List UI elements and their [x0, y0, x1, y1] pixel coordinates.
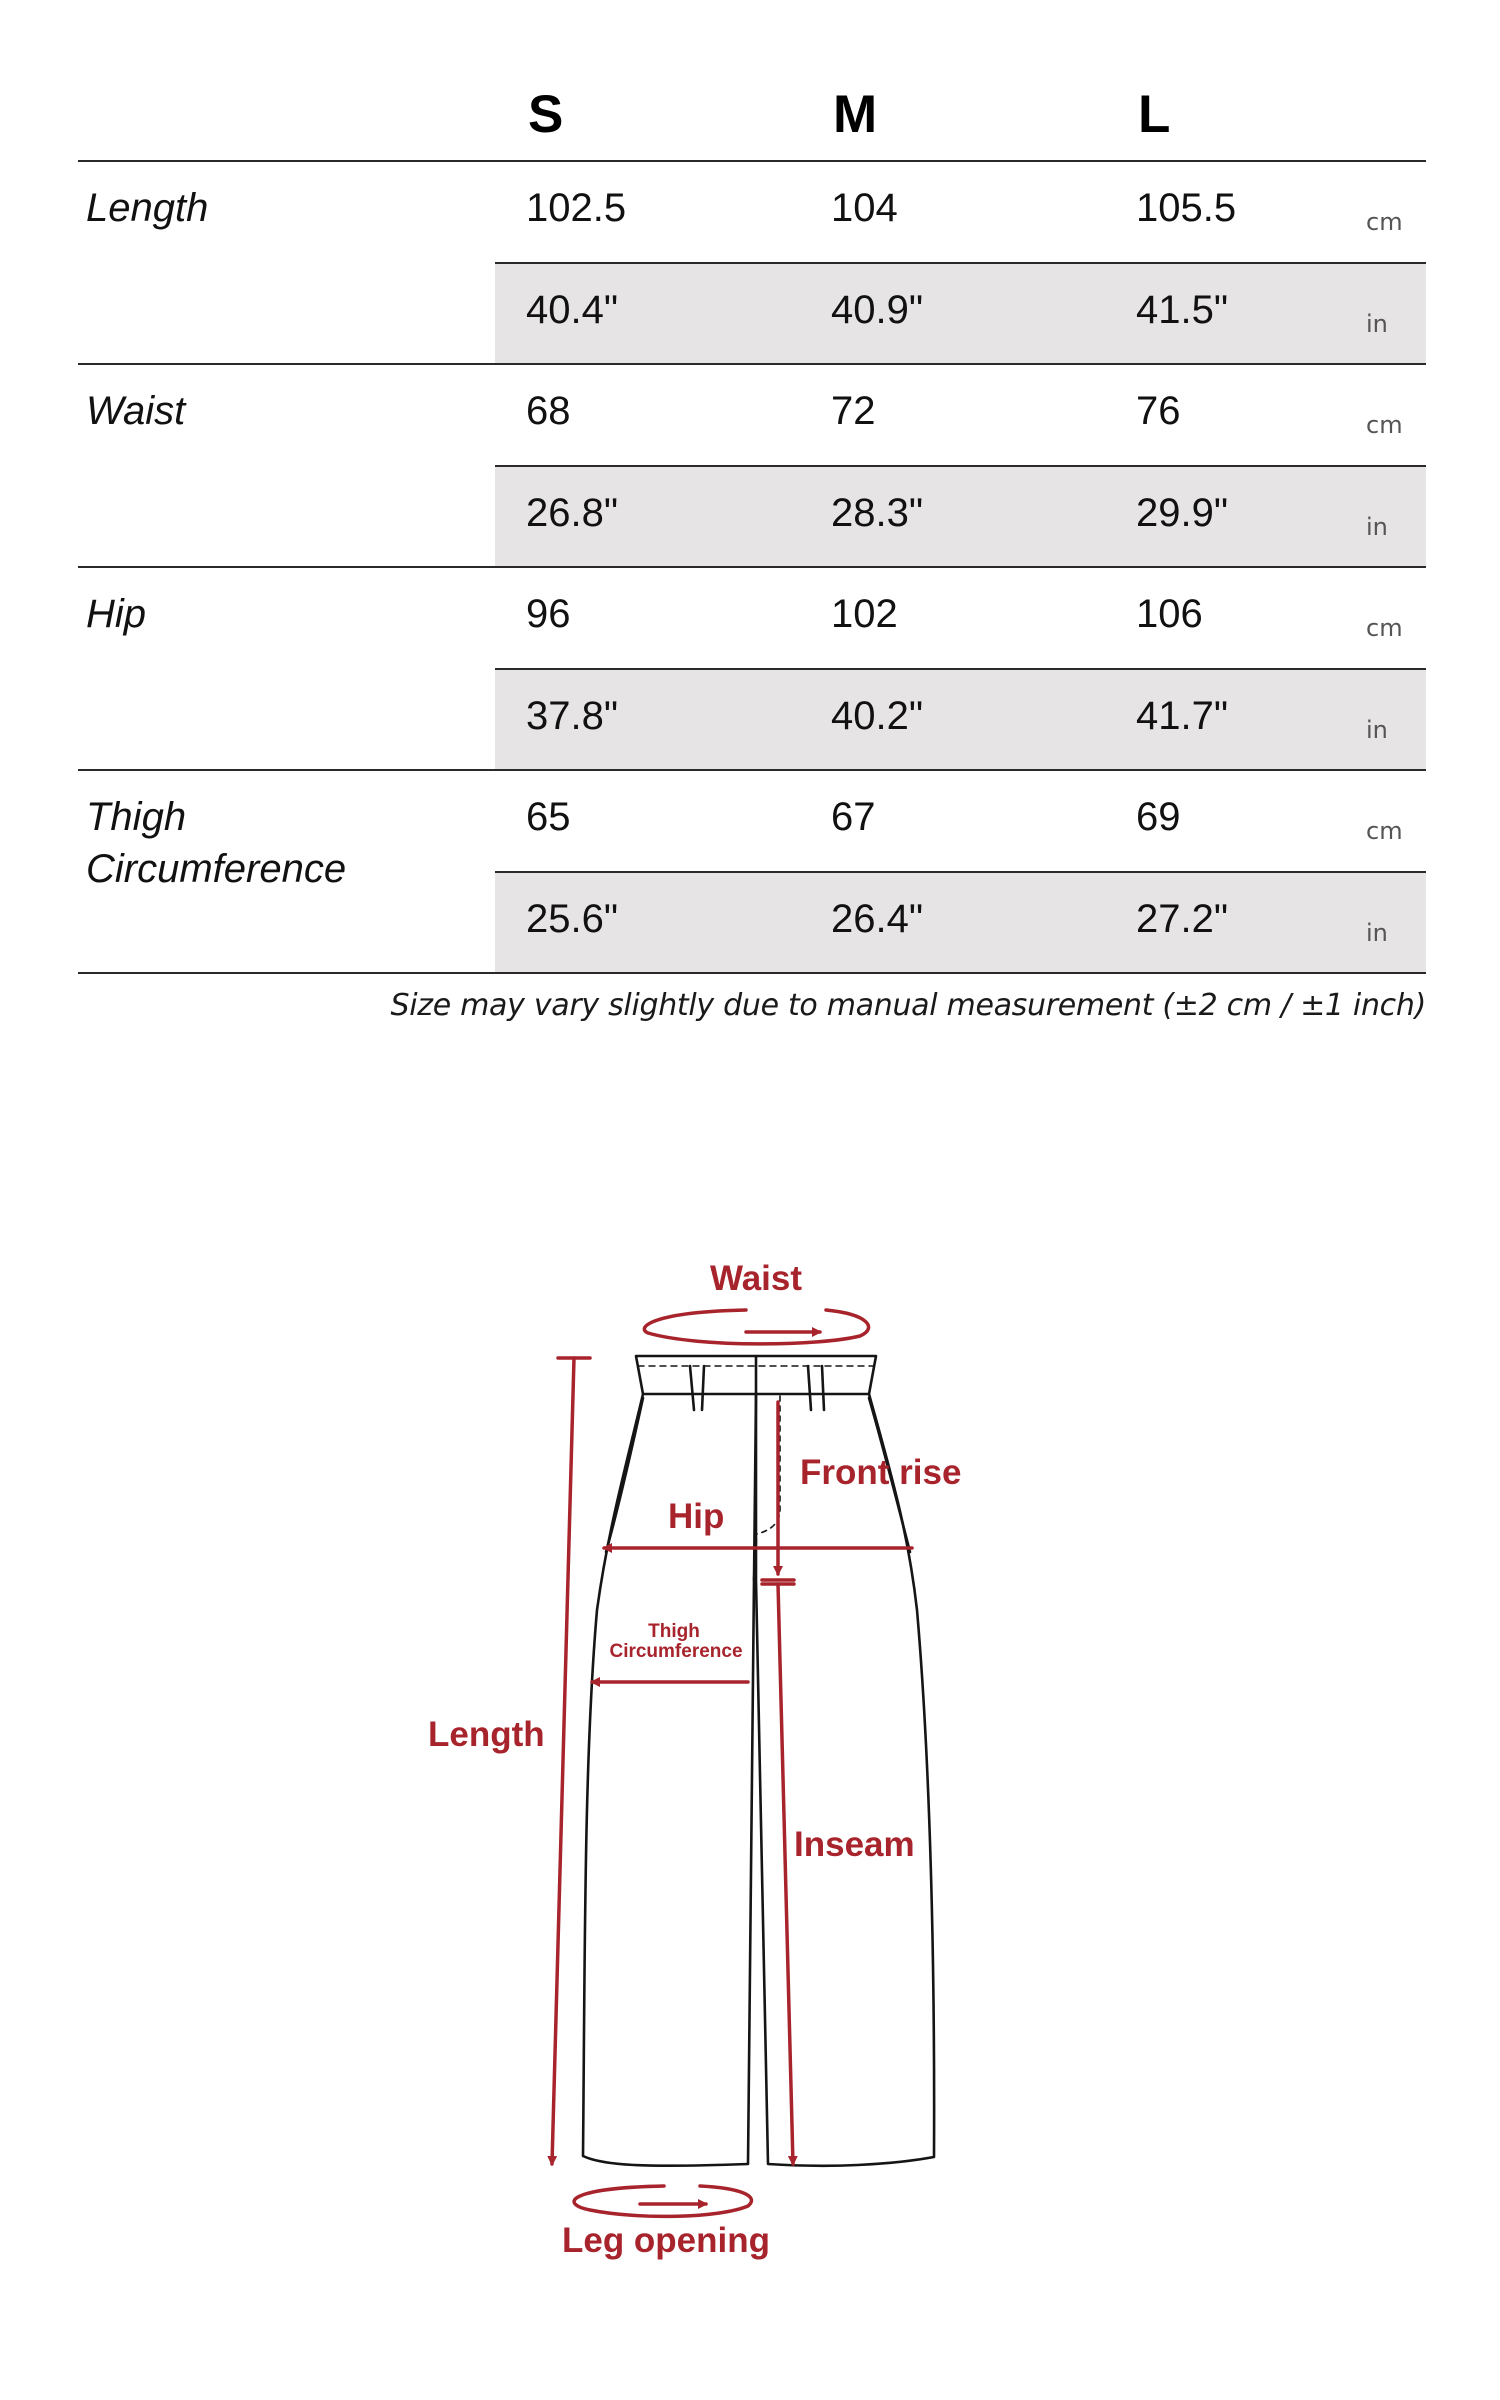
- thigh-cm-m: 67: [831, 795, 876, 839]
- thigh-label-line1: Thigh: [648, 1621, 700, 1642]
- belt-loop-right: [808, 1366, 824, 1410]
- length-cm-l: 105.5: [1136, 186, 1237, 230]
- measurement-note: Size may vary slightly due to manual measurement (±2 cm / ±1 inch): [390, 988, 1426, 1023]
- length-arrow: [552, 1358, 574, 2164]
- hip-cm-s: 96: [526, 592, 571, 636]
- waist-label: Waist: [709, 1259, 803, 1298]
- left-pocket-opening: [606, 1398, 643, 1552]
- length-cm-m: 104: [831, 186, 898, 230]
- measure-label-hip: Hip: [86, 592, 147, 636]
- length-in-l: 41.5": [1136, 287, 1229, 332]
- size-header-s: S: [528, 85, 564, 144]
- length-in-m: 40.9": [831, 287, 924, 332]
- unit-cm: cm: [1366, 614, 1403, 642]
- thigh-in-m: 26.4": [831, 896, 924, 941]
- size-header-l: L: [1138, 85, 1171, 144]
- waist-cm-s: 68: [526, 389, 571, 433]
- length-in-s: 40.4": [526, 287, 619, 332]
- hip-in-l: 41.7": [1136, 693, 1229, 738]
- hip-cm-l: 106: [1136, 592, 1203, 636]
- belt-loop-left: [690, 1366, 704, 1410]
- waist-in-l: 29.9": [1136, 490, 1229, 535]
- thigh-in-l: 27.2": [1136, 896, 1229, 941]
- hip-label: Hip: [668, 1497, 725, 1536]
- waist-cm-l: 76: [1136, 389, 1181, 433]
- unit-in: in: [1366, 309, 1388, 338]
- hip-in-m: 40.2": [831, 693, 924, 738]
- waist-in-m: 28.3": [831, 490, 924, 535]
- measure-label-waist: Waist: [86, 389, 186, 433]
- hip-in-s: 37.8": [526, 693, 619, 738]
- thigh-cm-l: 69: [1136, 795, 1181, 839]
- unit-in: in: [1366, 918, 1388, 947]
- inseam-arrow: [778, 1584, 793, 2164]
- hip-cm-m: 102: [831, 592, 898, 636]
- measurement-lines: [552, 1310, 912, 2216]
- thigh-cm-s: 65: [526, 795, 571, 839]
- waist-cm-m: 72: [831, 389, 876, 433]
- unit-cm: cm: [1366, 411, 1403, 439]
- unit-cm: cm: [1366, 817, 1403, 845]
- leg-opening-label: Leg opening: [561, 2221, 771, 2260]
- inseam-label: Inseam: [794, 1825, 915, 1864]
- thigh-in-s: 25.6": [526, 896, 619, 941]
- waist-arrow: [644, 1310, 868, 1344]
- length-cm-s: 102.5: [526, 186, 627, 230]
- front-rise-label: Front rise: [800, 1453, 962, 1492]
- size-header-m: M: [833, 85, 878, 144]
- thigh-label-line2: Circumference: [609, 1641, 743, 1662]
- unit-cm: cm: [1366, 208, 1403, 236]
- waist-in-s: 26.8": [526, 490, 619, 535]
- measure-label-length: Length: [86, 186, 209, 230]
- length-label: Length: [428, 1715, 545, 1754]
- unit-in: in: [1366, 715, 1388, 744]
- unit-in: in: [1366, 512, 1388, 541]
- leg-opening-arrow: [574, 2186, 751, 2216]
- measure-label-thigh: Thigh Circumference: [86, 795, 347, 891]
